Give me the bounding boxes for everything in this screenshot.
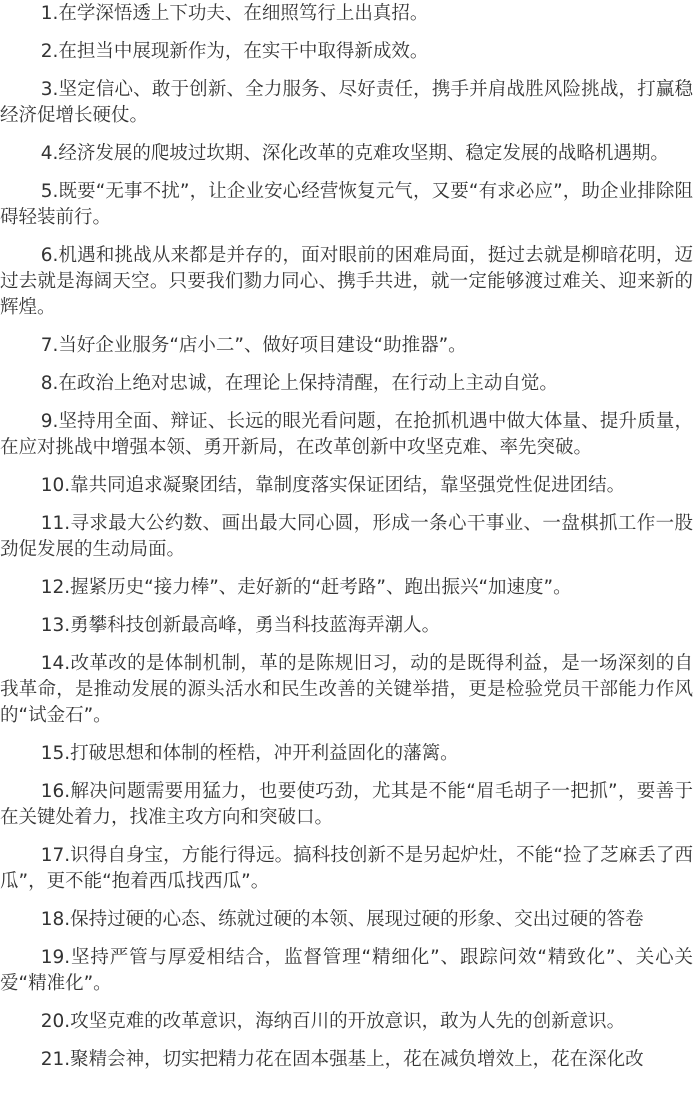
paragraph-6: 6.机遇和挑战从来都是并存的，面对眼前的困难局面，挺过去就是柳暗花明，迈过去就是海阔天空。只要我们勠力同心、携手共进，就一定能够渡过难关、迎来新的辉煌。 (0, 245, 693, 318)
paragraph-20: 20.攻坚克难的改革意识，海纳百川的开放意识，敢为人先的创新意识。 (40, 1011, 626, 1032)
paragraph-16: 16.解决问题需要用猛力，也要使巧劲，尤其是不能“眉毛胡子一把抓”，要善于在关键处着力，找准主攻方向和突破口。 (0, 781, 693, 828)
paragraph-12: 12.握紧历史“接力棒”、走好新的“赶考路”、跑出振兴“加速度”。 (40, 577, 572, 598)
paragraph-17: 17.识得自身宝，方能行得远。搞科技创新不是另起炉灶，不能“捡了芝麻丢了西瓜”，更不能“抱着西瓜找西瓜”。 (0, 845, 693, 892)
paragraph-13: 13.勇攀科技创新最高峰，勇当科技蓝海弄潮人。 (40, 615, 441, 636)
paragraph-18: 18.保持过硬的心态、练就过硬的本领、展现过硬的形象、交出过硬的答卷 (40, 909, 644, 930)
paragraph-7: 7.当好企业服务“店小二”、做好项目建设“助推器”。 (40, 335, 467, 356)
paragraph-10: 10.靠共同追求凝聚团结，靠制度落实保证团结，靠坚强党性促进团结。 (40, 475, 626, 496)
paragraph-11: 11.寻求最大公约数、画出最大同心圆，形成一条心干事业、一盘棋抓工作一股劲促发展的生动局面。 (0, 513, 693, 560)
paragraph-21: 21.聚精会神，切实把精力花在固本强基上，花在减负增效上，花在深化改 (40, 1049, 644, 1070)
paragraph-4: 4.经济发展的爬坡过坎期、深化改革的克难攻坚期、稳定发展的战略机遇期。 (40, 143, 669, 164)
paragraph-1: 1.在学深悟透上下功夫、在细照笃行上出真招。 (40, 3, 429, 24)
paragraph-9: 9.坚持用全面、辩证、长远的眼光看问题，在抢抓机遇中做大体量、提升质量，在应对挑战中增强本领、勇开新局，在改革创新中攻坚克难、率先突破。 (0, 411, 693, 458)
paragraph-5: 5.既要“无事不扰”，让企业安心经营恢复元气，又要“有求必应”，助企业排除阻碍轻装前行。 (0, 181, 693, 228)
paragraph-8: 8.在政治上绝对忠诚，在理论上保持清醒，在行动上主动自觉。 (40, 373, 558, 394)
paragraph-3: 3.坚定信心、敢于创新、全力服务、尽好责任，携手并肩战胜风险挑战，打赢稳经济促增长硬仗。 (0, 79, 693, 126)
paragraph-15: 15.打破思想和体制的桎梏，冲开利益固化的藩篱。 (40, 743, 459, 764)
paragraph-2: 2.在担当中展现新作为，在实干中取得新成效。 (40, 41, 429, 62)
paragraph-14: 14.改革改的是体制机制，革的是陈规旧习，动的是既得利益，是一场深刻的自我革命，是推动发展的源头活水和民生改善的关键举措，更是检验党员干部能力作风的“试金石”。 (0, 653, 693, 726)
paragraph-19: 19.坚持严管与厚爱相结合，监督管理“精细化”、跟踪问效“精致化”、关心关爱“精准化”。 (0, 947, 693, 994)
